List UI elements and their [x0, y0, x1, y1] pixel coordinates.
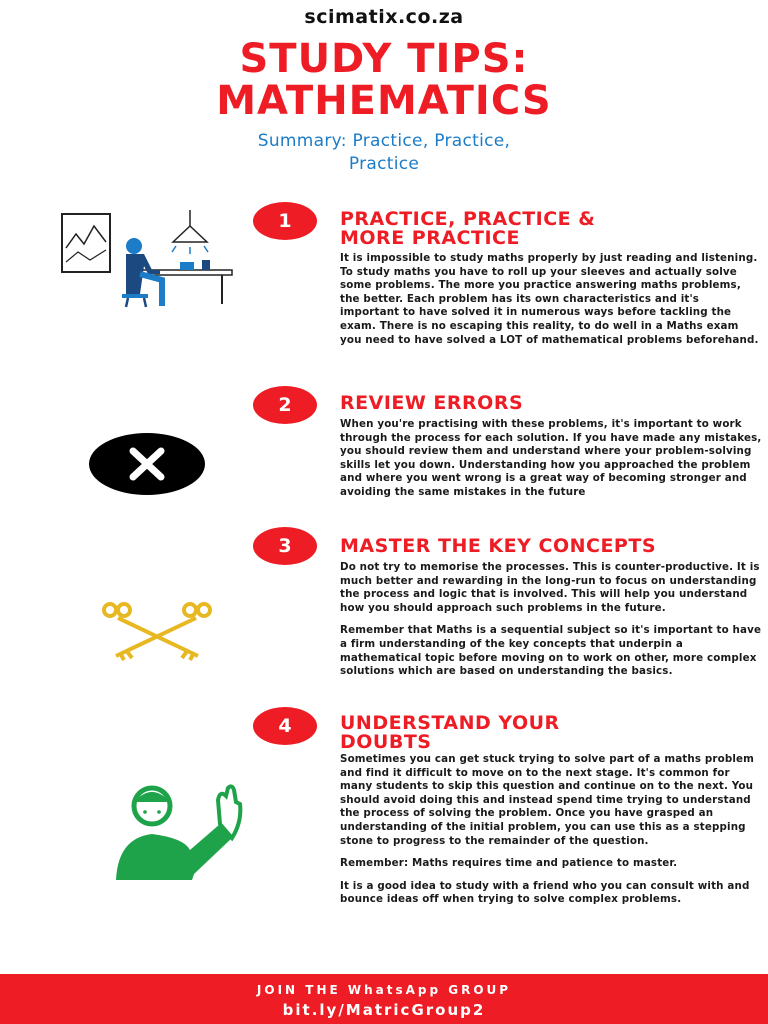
- section-paragraph: Remember that Maths is a sequential subject so it's important to have a firm understanding of the key concepts that underpin a mathematical topic before moving on to work on other, more complex solutions which are based on understanding the basics.: [340, 624, 762, 678]
- section-heading-1b: MORE PRACTICE: [340, 227, 520, 249]
- section-heading-3: MASTER THE KEY CONCEPTS: [340, 535, 657, 557]
- section-paragraph: When you're practising with these problems, it's important to work through the process for each solution. If you have made any mistakes, you should review them and understand where your problem-solving skills let you down. Understanding how you approached the problem and where you went wrong is a great way of becoming stronger and avoiding the same mistakes in the future: [340, 418, 762, 498]
- section-body-3: [340, 561, 762, 679]
- section-body-2: [340, 418, 762, 500]
- section-body-4: [340, 753, 762, 907]
- whatsapp-group-link[interactable]: bit.ly/MatricGroup2: [282, 1001, 486, 1019]
- summary-line-2: Practice: [348, 154, 420, 174]
- x-mark-icon: [88, 432, 206, 496]
- section-number-1: 1: [253, 202, 317, 240]
- page-title-line-2: MATHEMATICS: [216, 78, 552, 124]
- summary: [150, 130, 618, 176]
- student-at-desk-icon: [60, 208, 235, 308]
- section-paragraph: It is impossible to study maths properly by just reading and listening. To study maths you have to roll up your sleeves and actually solve some problems. The more you practice answering maths problems, the better. Each problem has its own characteristics and it's important to have solved it in numerous ways before tackling the exam. There is no escaping this reality, to do well in a Maths exam you need to have solved a LOT of mathematical problems beforehand.: [340, 252, 759, 346]
- section-heading-4a: UNDERSTAND YOUR: [340, 712, 560, 734]
- section-paragraph: Remember: Maths requires time and patience to master.: [340, 857, 678, 870]
- page-title-line-1: STUDY TIPS:: [239, 36, 529, 82]
- site-url: scimatix.co.za: [304, 6, 464, 28]
- summary-line-1: Summary: Practice, Practice,: [257, 131, 511, 151]
- section-heading-2: REVIEW ERRORS: [340, 392, 524, 414]
- footer-join-text: JOIN THE WhatsApp GROUP: [256, 983, 512, 997]
- section-paragraph: Do not try to memorise the processes. This is counter-productive. It is much better and rewarding in the long-run to focus on understanding the process and logic that is involved. This will help you understand how you should approach such problems in the future.: [340, 561, 760, 614]
- section-number-3: 3: [253, 527, 317, 565]
- section-number-4: 4: [253, 707, 317, 745]
- crossed-keys-icon: [94, 600, 220, 662]
- section-paragraph: It is a good idea to study with a friend who you can consult with and bounce ideas off when trying to solve complex problems.: [340, 879, 750, 906]
- raised-hand-person-icon: [114, 782, 244, 882]
- section-number-2: 2: [253, 386, 317, 424]
- section-paragraph: Sometimes you can get stuck trying to solve part of a maths problem and find it difficult to move on to the next stage. It's common for many students to skip this question and continue on to the next. You should avoid doing this and instead spend time trying to understand the process of solving the problem. Once you have grasped an understanding of the initial problem, you can use this as a stepping stone to progress to the remainder of the question.: [340, 753, 755, 847]
- section-heading-4b: DOUBTS: [340, 731, 432, 753]
- section-heading-1a: PRACTICE, PRACTICE &: [340, 208, 596, 230]
- section-body-1: [340, 252, 762, 347]
